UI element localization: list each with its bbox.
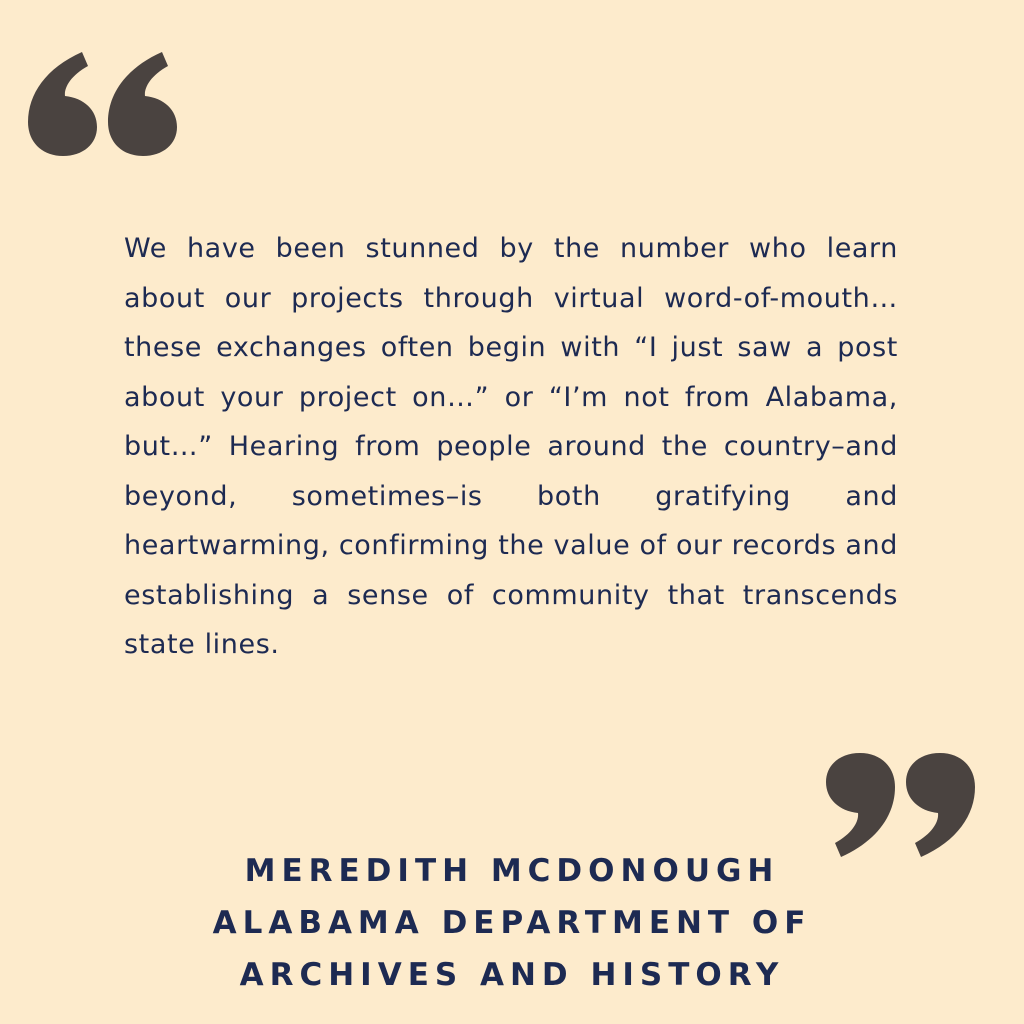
attribution-name: MEREDITH MCDONOUGH <box>244 853 780 889</box>
open-quote-icon <box>26 50 180 156</box>
quote-text: We have been stunned by the number who learn about our projects through virtual word-of-mouth… these exchanges often begin with “I just saw a post about your project on…” or “I’m not from Alabama, but…” Hearing from people around the country–and beyond, sometimes–is both gratifying and heartwarming, confirming the value of our records and establishing a sense of community that transcends state lines. <box>124 233 898 660</box>
attribution-organization-line-2: ARCHIVES AND HISTORY <box>239 957 785 993</box>
attribution-organization-line-1: ALABAMA DEPARTMENT OF <box>212 905 812 941</box>
close-quote-icon <box>823 753 977 859</box>
